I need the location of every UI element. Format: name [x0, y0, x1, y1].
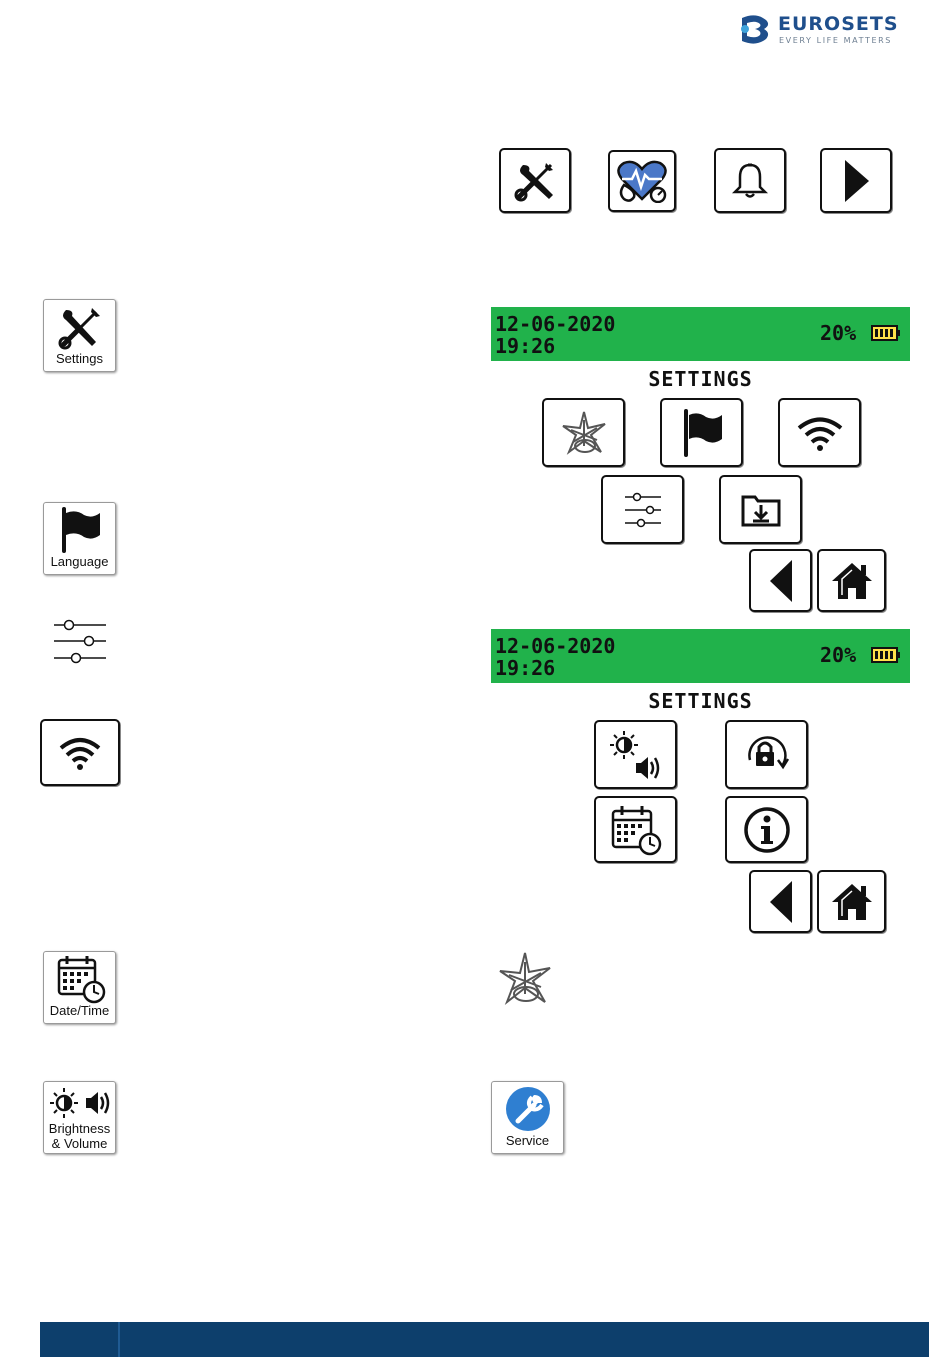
home-icon: [830, 882, 874, 922]
sliders-icon: [623, 491, 663, 529]
home-button[interactable]: [817, 549, 886, 612]
status-bar: [491, 307, 910, 361]
status-time: 19:26: [495, 334, 556, 358]
heart-drop-icon: [614, 159, 670, 203]
brightness-label-line1: Brightness: [48, 1121, 111, 1136]
brand-tagline: EVERY LIFE MATTERS: [779, 36, 892, 45]
wifi-icon: [796, 415, 844, 451]
lock-refresh-icon: [742, 732, 792, 778]
service-button[interactable]: [542, 398, 625, 467]
flag-icon: [680, 409, 724, 457]
calendar-clock-icon: [56, 954, 106, 1004]
logo-mark-icon: [738, 14, 772, 46]
language-label: Language: [50, 554, 109, 569]
calendar-clock-icon: [609, 804, 663, 856]
play-right-icon: [839, 158, 873, 204]
tools-icon: [56, 304, 104, 350]
brightness-volume-icon: [608, 729, 664, 781]
wrench-icon: [504, 1085, 552, 1133]
brightness-volume-button[interactable]: [594, 720, 677, 789]
footer-bar: [40, 1322, 929, 1357]
battery-percent: 20%: [820, 321, 857, 345]
datetime-button[interactable]: [594, 796, 677, 863]
brand-name: EUROSETS: [778, 13, 899, 35]
back-arrow-icon: [766, 558, 796, 604]
info-button[interactable]: [725, 796, 808, 863]
info-icon: [742, 805, 792, 855]
brightness-volume-icon: [50, 1085, 112, 1121]
export-data-button[interactable]: [719, 475, 802, 544]
wifi-button-sample: [40, 719, 120, 786]
status-time: 19:26: [495, 656, 556, 680]
next-button[interactable]: [820, 148, 892, 213]
patient-monitor-button[interactable]: [608, 150, 676, 212]
battery-percent: 20%: [820, 643, 857, 667]
tools-button[interactable]: [499, 148, 571, 213]
wifi-icon: [58, 736, 102, 770]
brightness-label-line2: & Volume: [51, 1136, 108, 1151]
datetime-icon-tile: [43, 951, 116, 1024]
battery-icon: [871, 646, 901, 664]
service-star-icon: [495, 950, 555, 1008]
parameters-button[interactable]: [601, 475, 684, 544]
battery-icon: [871, 324, 901, 342]
lock-rotation-button[interactable]: [725, 720, 808, 789]
footer-separator: [118, 1322, 120, 1357]
status-bar: [491, 629, 910, 683]
language-button[interactable]: [660, 398, 743, 467]
home-button[interactable]: [817, 870, 886, 933]
screen-title: SETTINGS: [648, 689, 753, 713]
service-label: Service: [505, 1133, 550, 1148]
flag-icon: [58, 507, 104, 553]
tools-icon: [513, 159, 557, 203]
screen-title: SETTINGS: [648, 367, 753, 391]
service-icon-tile: [491, 1081, 564, 1154]
brightness-volume-icon-tile: [43, 1081, 116, 1154]
language-icon-tile: [43, 502, 116, 575]
eurosets-logo: [738, 12, 918, 48]
status-date: 12-06-2020: [495, 634, 616, 658]
sliders-icon: [52, 617, 108, 667]
home-icon: [830, 561, 874, 601]
wifi-button[interactable]: [778, 398, 861, 467]
settings-label: Settings: [56, 351, 103, 366]
back-button[interactable]: [749, 549, 812, 612]
alarm-button[interactable]: [714, 148, 786, 213]
folder-download-icon: [740, 491, 782, 529]
service-star-icon: [559, 408, 609, 458]
back-button[interactable]: [749, 870, 812, 933]
datetime-label: Date/Time: [49, 1003, 110, 1018]
status-date: 12-06-2020: [495, 312, 616, 336]
bell-icon: [730, 161, 770, 201]
back-arrow-icon: [766, 879, 796, 925]
settings-icon-tile: [43, 299, 116, 372]
